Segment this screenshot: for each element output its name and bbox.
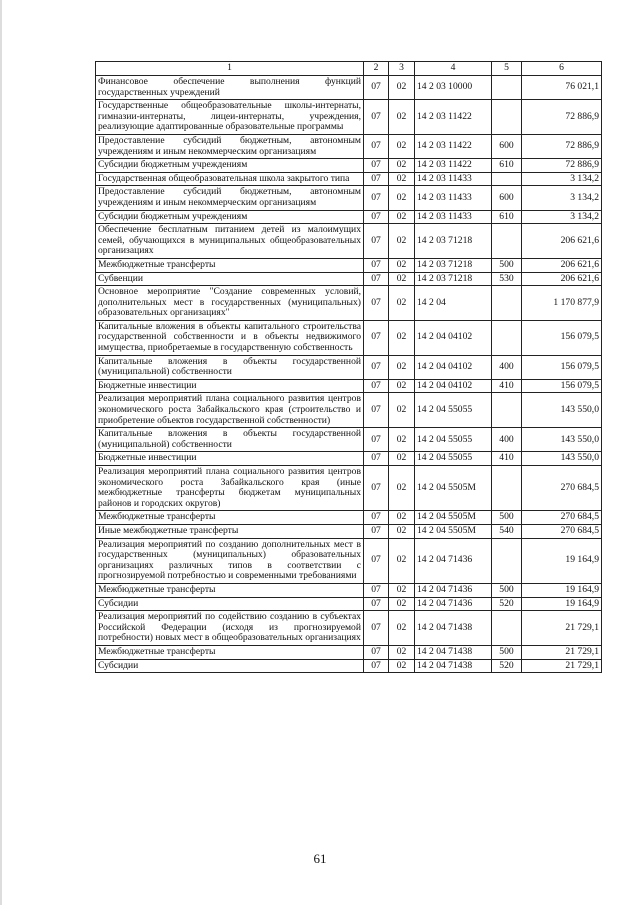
section-code-cell: 07 <box>364 76 389 100</box>
row-name-cell: Бюджетные инвестиции <box>96 452 364 466</box>
section-code-cell: 07 <box>364 210 389 224</box>
subsection-code-cell: 02 <box>389 100 415 135</box>
row-name-cell: Реализация мероприятий по содействию созданию в субъектах Российской Федерации (исходя из прогнозируемой потребности) новых мест в общеобразовательных организациях <box>96 611 364 646</box>
target-article-cell: 14 2 04 71438 <box>415 611 492 646</box>
row-name-cell: Субвенции <box>96 272 364 286</box>
amount-cell: 156 079,5 <box>522 320 602 355</box>
section-code-cell: 07 <box>364 597 389 611</box>
expense-type-cell: 410 <box>492 452 522 466</box>
subsection-code-cell: 02 <box>389 224 415 259</box>
row-name-cell: Капитальные вложения в объекты капитального строительства государственной собственности и в объекты недвижимого имущества, приобретаемые в государственную собственность <box>96 320 364 355</box>
expense-type-cell: 500 <box>492 645 522 659</box>
target-article-cell: 14 2 03 10000 <box>415 76 492 100</box>
target-article-cell: 14 2 04 71438 <box>415 645 492 659</box>
subsection-code-cell: 02 <box>389 524 415 538</box>
subsection-code-cell: 02 <box>389 645 415 659</box>
amount-cell: 143 550,0 <box>522 428 602 452</box>
section-code-cell: 07 <box>364 611 389 646</box>
section-code-cell: 07 <box>364 538 389 583</box>
expense-type-cell <box>492 611 522 646</box>
subsection-code-cell: 02 <box>389 538 415 583</box>
table-row <box>96 186 602 210</box>
expense-type-cell: 610 <box>492 159 522 173</box>
table-row <box>96 355 602 379</box>
section-code-cell: 07 <box>364 272 389 286</box>
amount-cell: 19 164,9 <box>522 583 602 597</box>
amount-cell: 76 021,1 <box>522 76 602 100</box>
expense-type-cell: 520 <box>492 597 522 611</box>
amount-cell: 1 170 877,9 <box>522 286 602 321</box>
table-row <box>96 659 602 673</box>
subsection-code-cell: 02 <box>389 186 415 210</box>
subsection-code-cell: 02 <box>389 258 415 272</box>
amount-cell: 270 684,5 <box>522 511 602 525</box>
column-header: 3 <box>389 62 415 76</box>
target-article-cell: 14 2 03 11433 <box>415 186 492 210</box>
table-row <box>96 597 602 611</box>
target-article-cell: 14 2 04 71436 <box>415 583 492 597</box>
section-code-cell: 07 <box>364 320 389 355</box>
subsection-code-cell: 02 <box>389 597 415 611</box>
table-row <box>96 286 602 321</box>
section-code-cell: 07 <box>364 286 389 321</box>
column-header: 4 <box>415 62 492 76</box>
amount-cell: 19 164,9 <box>522 538 602 583</box>
amount-cell: 21 729,1 <box>522 611 602 646</box>
column-header: 1 <box>96 62 364 76</box>
row-name-cell: Финансовое обеспечение выполнения функций государственных учреждений <box>96 76 364 100</box>
section-code-cell: 07 <box>364 393 389 428</box>
subsection-code-cell: 02 <box>389 159 415 173</box>
section-code-cell: 07 <box>364 511 389 525</box>
target-article-cell: 14 2 03 71218 <box>415 224 492 259</box>
target-article-cell: 14 2 04 5505М <box>415 511 492 525</box>
section-code-cell: 07 <box>364 172 389 186</box>
subsection-code-cell: 02 <box>389 210 415 224</box>
expense-type-cell: 530 <box>492 272 522 286</box>
amount-cell: 21 729,1 <box>522 645 602 659</box>
expense-type-cell <box>492 393 522 428</box>
table-row <box>96 100 602 135</box>
expense-type-cell: 500 <box>492 583 522 597</box>
amount-cell: 206 621,6 <box>522 224 602 259</box>
budget-table <box>95 61 602 673</box>
section-code-cell: 07 <box>364 466 389 511</box>
row-name-cell: Бюджетные инвестиции <box>96 379 364 393</box>
subsection-code-cell: 02 <box>389 611 415 646</box>
table-row <box>96 583 602 597</box>
target-article-cell: 14 2 04 04102 <box>415 320 492 355</box>
amount-cell: 270 684,5 <box>522 466 602 511</box>
row-name-cell: Реализация мероприятий плана социального развития центров экономического роста Забайкальского края (строительство и приобретение объектов государственной собственности) <box>96 393 364 428</box>
amount-cell: 21 729,1 <box>522 659 602 673</box>
table-row <box>96 393 602 428</box>
amount-cell: 206 621,6 <box>522 258 602 272</box>
section-code-cell: 07 <box>364 428 389 452</box>
expense-type-cell: 400 <box>492 355 522 379</box>
row-name-cell: Капитальные вложения в объекты государственной (муниципальной) собственности <box>96 428 364 452</box>
section-code-cell: 07 <box>364 186 389 210</box>
target-article-cell: 14 2 04 04102 <box>415 379 492 393</box>
subsection-code-cell: 02 <box>389 511 415 525</box>
scan-edge <box>0 0 2 905</box>
table-row <box>96 258 602 272</box>
row-name-cell: Субсидии <box>96 597 364 611</box>
subsection-code-cell: 02 <box>389 379 415 393</box>
amount-cell: 143 550,0 <box>522 393 602 428</box>
target-article-cell: 14 2 04 <box>415 286 492 321</box>
row-name-cell: Межбюджетные трансферты <box>96 583 364 597</box>
subsection-code-cell: 02 <box>389 76 415 100</box>
row-name-cell: Иные межбюджетные трансферты <box>96 524 364 538</box>
table-row <box>96 611 602 646</box>
section-code-cell: 07 <box>364 224 389 259</box>
table-row <box>96 511 602 525</box>
target-article-cell: 14 2 04 71436 <box>415 538 492 583</box>
table-row <box>96 538 602 583</box>
target-article-cell: 14 2 04 5505М <box>415 524 492 538</box>
target-article-cell: 14 2 04 71438 <box>415 659 492 673</box>
table-row <box>96 272 602 286</box>
table-row <box>96 466 602 511</box>
target-article-cell: 14 2 04 04102 <box>415 355 492 379</box>
subsection-code-cell: 02 <box>389 428 415 452</box>
row-name-cell: Государственная общеобразовательная школа закрытого типа <box>96 172 364 186</box>
table-row <box>96 159 602 173</box>
expense-type-cell <box>492 286 522 321</box>
row-name-cell: Основное мероприятие "Создание современных условий, дополнительных мест в государственных (муниципальных) образовательных организациях" <box>96 286 364 321</box>
table-row <box>96 134 602 158</box>
amount-cell: 3 134,2 <box>522 172 602 186</box>
table-row <box>96 524 602 538</box>
row-name-cell: Предоставление субсидий бюджетным, автономным учреждениям и иным некоммерческим организациям <box>96 186 364 210</box>
page-number: 61 <box>313 851 327 866</box>
table-row <box>96 224 602 259</box>
target-article-cell: 14 2 04 55055 <box>415 452 492 466</box>
subsection-code-cell: 02 <box>389 286 415 321</box>
target-article-cell: 14 2 04 71436 <box>415 597 492 611</box>
row-name-cell: Субсидии бюджетным учреждениям <box>96 159 364 173</box>
expense-type-cell: 410 <box>492 379 522 393</box>
expense-type-cell <box>492 76 522 100</box>
expense-type-cell: 520 <box>492 659 522 673</box>
amount-cell: 3 134,2 <box>522 186 602 210</box>
target-article-cell: 14 2 04 5505М <box>415 466 492 511</box>
subsection-code-cell: 02 <box>389 355 415 379</box>
target-article-cell: 14 2 04 55055 <box>415 393 492 428</box>
expense-type-cell <box>492 100 522 135</box>
column-header: 5 <box>492 62 522 76</box>
amount-cell: 72 886,9 <box>522 134 602 158</box>
subsection-code-cell: 02 <box>389 272 415 286</box>
target-article-cell: 14 2 03 11433 <box>415 210 492 224</box>
target-article-cell: 14 2 03 71218 <box>415 258 492 272</box>
table-row <box>96 645 602 659</box>
row-name-cell: Субсидии <box>96 659 364 673</box>
expense-type-cell: 400 <box>492 428 522 452</box>
subsection-code-cell: 02 <box>389 452 415 466</box>
row-name-cell: Капитальные вложения в объекты государственной (муниципальной) собственности <box>96 355 364 379</box>
expense-type-cell: 500 <box>492 511 522 525</box>
expense-type-cell: 540 <box>492 524 522 538</box>
amount-cell: 19 164,9 <box>522 597 602 611</box>
section-code-cell: 07 <box>364 100 389 135</box>
expense-type-cell: 500 <box>492 258 522 272</box>
table-row <box>96 210 602 224</box>
section-code-cell: 07 <box>364 659 389 673</box>
expense-type-cell <box>492 172 522 186</box>
section-code-cell: 07 <box>364 134 389 158</box>
section-code-cell: 07 <box>364 645 389 659</box>
section-code-cell: 07 <box>364 355 389 379</box>
row-name-cell: Межбюджетные трансферты <box>96 645 364 659</box>
amount-cell: 143 550,0 <box>522 452 602 466</box>
amount-cell: 72 886,9 <box>522 159 602 173</box>
table-row <box>96 320 602 355</box>
subsection-code-cell: 02 <box>389 659 415 673</box>
target-article-cell: 14 2 04 55055 <box>415 428 492 452</box>
subsection-code-cell: 02 <box>389 172 415 186</box>
column-header: 6 <box>522 62 602 76</box>
section-code-cell: 07 <box>364 524 389 538</box>
subsection-code-cell: 02 <box>389 393 415 428</box>
amount-cell: 206 621,6 <box>522 272 602 286</box>
expense-type-cell: 600 <box>492 186 522 210</box>
table-row <box>96 428 602 452</box>
amount-cell: 270 684,5 <box>522 524 602 538</box>
expense-type-cell: 610 <box>492 210 522 224</box>
table-row <box>96 172 602 186</box>
section-code-cell: 07 <box>364 379 389 393</box>
target-article-cell: 14 2 03 71218 <box>415 272 492 286</box>
target-article-cell: 14 2 03 11422 <box>415 159 492 173</box>
expense-type-cell <box>492 320 522 355</box>
table-row <box>96 379 602 393</box>
table-header-row <box>96 62 602 76</box>
amount-cell: 156 079,5 <box>522 355 602 379</box>
column-header: 2 <box>364 62 389 76</box>
expense-type-cell <box>492 538 522 583</box>
expense-type-cell: 600 <box>492 134 522 158</box>
row-name-cell: Межбюджетные трансферты <box>96 511 364 525</box>
section-code-cell: 07 <box>364 452 389 466</box>
row-name-cell: Субсидии бюджетным учреждениям <box>96 210 364 224</box>
amount-cell: 3 134,2 <box>522 210 602 224</box>
row-name-cell: Межбюджетные трансферты <box>96 258 364 272</box>
target-article-cell: 14 2 03 11422 <box>415 134 492 158</box>
table-row <box>96 76 602 100</box>
section-code-cell: 07 <box>364 159 389 173</box>
amount-cell: 72 886,9 <box>522 100 602 135</box>
row-name-cell: Обеспечение бесплатным питанием детей из малоимущих семей, обучающихся в муниципальных общеобразовательных организациях <box>96 224 364 259</box>
row-name-cell: Реализация мероприятий по созданию дополнительных мест в государственных (муниципальных) образовательных организациях различных типов в соответствии с прогнозируемой потребностью и современными требованиями <box>96 538 364 583</box>
target-article-cell: 14 2 03 11433 <box>415 172 492 186</box>
subsection-code-cell: 02 <box>389 466 415 511</box>
row-name-cell: Реализация мероприятий плана социального развития центров экономического роста Забайкальского края (иные межбюджетные трансферты бюджетам муниципальных районов и городских округов) <box>96 466 364 511</box>
section-code-cell: 07 <box>364 258 389 272</box>
budget-table-body <box>96 62 602 673</box>
subsection-code-cell: 02 <box>389 134 415 158</box>
row-name-cell: Предоставление субсидий бюджетным, автономным учреждениям и иным некоммерческим организациям <box>96 134 364 158</box>
section-code-cell: 07 <box>364 583 389 597</box>
expense-type-cell <box>492 224 522 259</box>
expense-type-cell <box>492 466 522 511</box>
amount-cell: 156 079,5 <box>522 379 602 393</box>
table-row <box>96 452 602 466</box>
subsection-code-cell: 02 <box>389 320 415 355</box>
subsection-code-cell: 02 <box>389 583 415 597</box>
target-article-cell: 14 2 03 11422 <box>415 100 492 135</box>
row-name-cell: Государственные общеобразовательные школы-интернаты, гимназии-интернаты, лицеи-интернаты, учреждения, реализующие адаптированные образовательные программы <box>96 100 364 135</box>
